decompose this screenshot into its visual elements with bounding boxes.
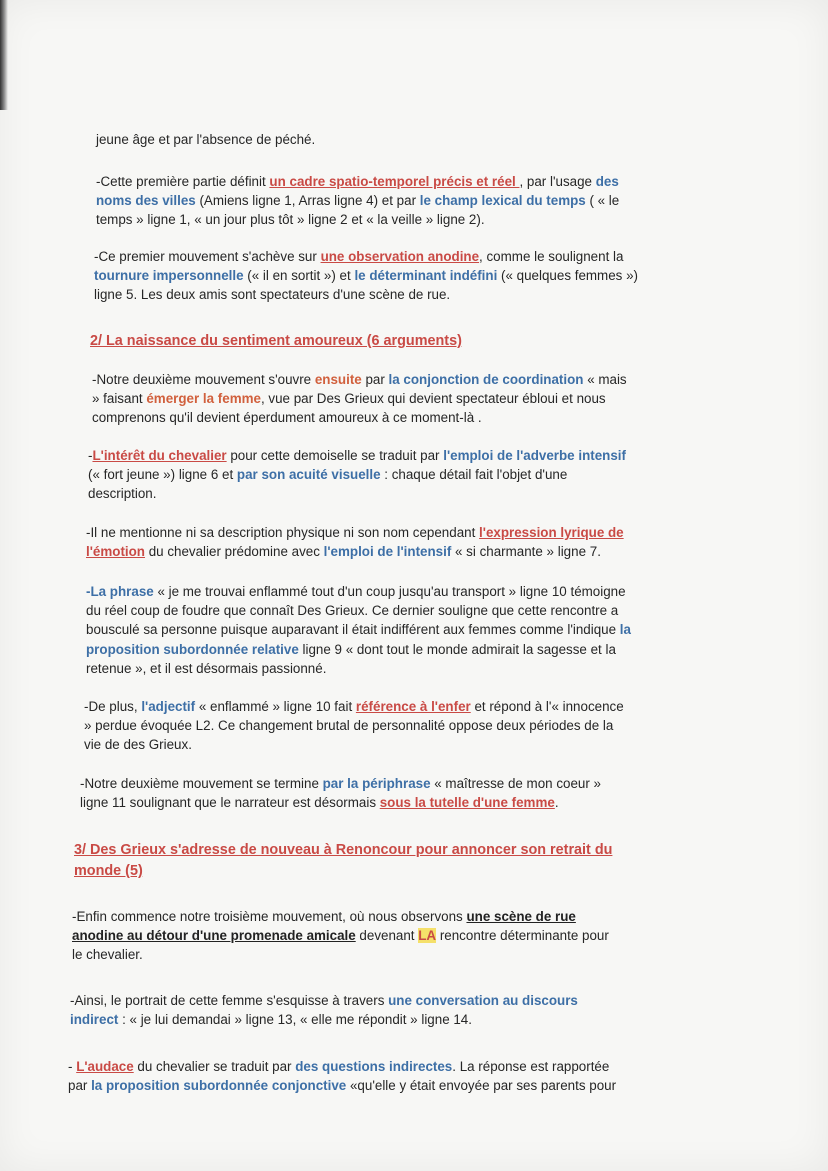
text-span: (Amiens ligne 1, Arras ligne 4) et par bbox=[195, 193, 420, 209]
paragraph-0 bbox=[96, 130, 315, 149]
text-span: jeune âge et par l'absence de péché. bbox=[96, 132, 316, 147]
text-span: « si charmante » ligne 7. bbox=[451, 544, 601, 560]
text-span: une scène de rue bbox=[466, 909, 576, 924]
text-span: ligne 6 et bbox=[175, 467, 237, 483]
text-span: la conjonction de coordination bbox=[388, 372, 584, 387]
text-line bbox=[68, 1076, 616, 1095]
paragraph-2 bbox=[94, 247, 638, 305]
text-line bbox=[94, 247, 638, 266]
text-span: -Ainsi, le portrait de cette femme s'esquisse à travers bbox=[70, 993, 389, 1008]
text-span: (« fort jeune ») bbox=[88, 467, 176, 483]
text-span: « enflammé » ligne 10 fait bbox=[195, 699, 356, 714]
text-span: -Notre deuxième mouvement se termine bbox=[80, 776, 323, 791]
text-span: sous la tutelle d'une femme bbox=[379, 795, 555, 811]
text-span: -La phrase bbox=[86, 584, 154, 599]
text-span: le déterminant indéfini bbox=[354, 268, 498, 284]
text-span: , comme le soulignent la bbox=[479, 249, 624, 264]
text-span: L'intérêt du chevalier bbox=[92, 448, 227, 463]
text-span: émerger la femme bbox=[146, 391, 261, 407]
paragraph-6 bbox=[86, 582, 631, 678]
text-span: «qu'elle y était envoyée par ses parents pour bbox=[346, 1078, 617, 1094]
text-line bbox=[86, 582, 631, 601]
text-span: référence à l'enfer bbox=[355, 699, 471, 714]
text-span: une conversation au discours bbox=[388, 993, 578, 1008]
text-line bbox=[96, 210, 619, 229]
text-span: par son acuité visuelle bbox=[236, 467, 381, 483]
text-span: -De plus, bbox=[84, 699, 142, 714]
text-line bbox=[84, 697, 624, 716]
text-span: l'emploi de l'intensif bbox=[323, 544, 452, 560]
text-span: , par l'usage bbox=[519, 174, 596, 189]
text-line bbox=[86, 542, 624, 561]
text-span: -Ce premier mouvement s'achève sur bbox=[94, 249, 321, 264]
text-span: par bbox=[361, 372, 389, 387]
text-span: une observation anodine bbox=[320, 249, 480, 264]
scan-edge bbox=[0, 0, 8, 110]
text-line bbox=[88, 484, 626, 503]
text-span: rencontre déterminante pour bbox=[436, 928, 609, 944]
text-span: -Notre deuxième mouvement s'ouvre bbox=[92, 372, 315, 387]
text-line bbox=[86, 659, 631, 678]
text-span: tournure impersonnelle bbox=[94, 268, 244, 284]
text-span: - bbox=[88, 448, 93, 463]
text-span: indirect bbox=[70, 1012, 119, 1028]
text-span: et répond à l'« innocence bbox=[470, 699, 624, 714]
text-span: » faisant bbox=[92, 391, 147, 407]
text-line bbox=[92, 408, 627, 427]
text-span: anodine au détour d'une promenade amicale bbox=[72, 928, 356, 944]
text-span: comprenons qu'il devient éperdument amoureux à ce moment-là . bbox=[92, 410, 482, 426]
text-line bbox=[84, 735, 624, 754]
paragraph-4 bbox=[88, 446, 626, 504]
text-span: du chevalier se traduit par bbox=[133, 1059, 296, 1074]
text-line bbox=[86, 601, 631, 620]
text-span: temps » ligne 1, « un jour plus tôt » ligne 2 et « la veille » ligne 2). bbox=[96, 212, 485, 228]
text-line bbox=[68, 1057, 616, 1076]
text-span: un cadre spatio-temporel précis et réel bbox=[269, 174, 520, 189]
text-span: ligne 5. Les deux amis sont spectateurs d'une scène de rue. bbox=[94, 287, 451, 303]
text-span: 3/ Des Grieux s'adresse de nouveau à Renoncour pour annoncer son retrait du bbox=[74, 842, 613, 858]
text-line bbox=[94, 285, 638, 304]
text-span: des bbox=[595, 174, 619, 189]
text-line bbox=[84, 716, 624, 735]
paragraph-3 bbox=[92, 370, 627, 428]
highlight-la: LA bbox=[418, 928, 437, 944]
text-span: -Enfin commence notre troisième mouvement, où nous observons bbox=[72, 909, 467, 924]
text-span: -Il ne mentionne ni sa description physique ni son nom cependant bbox=[86, 525, 480, 540]
text-span: : chaque détail fait l'objet d'une bbox=[380, 467, 568, 483]
text-span: ensuite bbox=[314, 372, 362, 387]
text-span: vie de des Grieux. bbox=[84, 737, 192, 753]
text-span: « je me trouvai enflammé tout d'un coup jusqu'au transport » ligne 10 témoigne bbox=[153, 584, 626, 599]
text-span: ligne 11 soulignant que le narrateur est désormais bbox=[80, 795, 380, 811]
text-span: » perdue évoquée L2. Ce changement brutal de personnalité oppose deux périodes de la bbox=[84, 718, 614, 734]
text-span: . La réponse est rapportée bbox=[452, 1059, 610, 1074]
text-span: par la périphrase bbox=[322, 776, 431, 791]
text-span: l'emploi de l'adverbe intensif bbox=[443, 448, 626, 463]
text-line bbox=[80, 774, 601, 793]
text-span: -Cette première partie définit bbox=[96, 174, 270, 189]
text-line bbox=[96, 172, 619, 191]
section-heading-2: 2/ La naissance du sentiment amoureux (6 arguments) bbox=[90, 333, 462, 349]
paragraph-9 bbox=[72, 907, 609, 965]
text-span: (« il en sortit ») et bbox=[243, 268, 355, 284]
paragraph-5 bbox=[86, 523, 624, 561]
text-line bbox=[92, 389, 627, 408]
text-line bbox=[70, 991, 578, 1010]
text-span: ligne 9 « dont tout le monde admirait la sagesse et la bbox=[298, 641, 616, 657]
text-span: l'émotion bbox=[86, 544, 145, 560]
text-line bbox=[88, 446, 626, 465]
text-span: : « je lui demandai » ligne 13, « elle me répondit » ligne 14. bbox=[118, 1012, 472, 1028]
text-span: du réel coup de foudre que connaît Des Grieux. Ce dernier souligne que cette rencontre a bbox=[86, 603, 619, 619]
text-line bbox=[92, 370, 627, 389]
text-span: « maîtresse de mon coeur » bbox=[430, 776, 601, 791]
paragraph-1 bbox=[96, 172, 619, 230]
text-line bbox=[96, 191, 619, 210]
text-span: du chevalier prédomine avec bbox=[144, 544, 324, 560]
text-line bbox=[86, 640, 631, 659]
text-line bbox=[70, 1010, 578, 1029]
text-span: pour cette demoiselle se traduit par bbox=[226, 448, 444, 463]
text-line bbox=[88, 465, 626, 484]
text-line bbox=[72, 907, 609, 926]
section-heading-3 bbox=[74, 840, 612, 882]
text-span: description. bbox=[88, 486, 157, 502]
text-line bbox=[72, 945, 609, 964]
text-span: bousculé sa personne puisque auparavant il était indifférent aux femmes comme l'indique bbox=[86, 622, 620, 638]
paragraph-10 bbox=[70, 991, 578, 1029]
text-span: la bbox=[619, 622, 631, 638]
text-span: l'adjectif bbox=[141, 699, 196, 714]
paragraph-7 bbox=[84, 697, 624, 755]
text-line bbox=[80, 793, 601, 812]
text-line bbox=[72, 926, 609, 945]
text-span: l'expression lyrique de bbox=[479, 525, 624, 540]
text-span: le chevalier. bbox=[72, 947, 143, 963]
text-span: ( « le bbox=[585, 193, 620, 209]
paragraph-8 bbox=[80, 774, 601, 812]
text-span: des questions indirectes bbox=[295, 1059, 453, 1074]
text-line bbox=[94, 266, 638, 285]
text-line bbox=[86, 620, 631, 639]
text-span: (« quelques femmes ») bbox=[497, 268, 638, 284]
text-line bbox=[86, 523, 624, 542]
text-span: - bbox=[68, 1059, 77, 1074]
text-span: retenue », et il est désormais passionné. bbox=[86, 660, 327, 676]
text-span: le champ lexical du temps bbox=[419, 193, 586, 209]
text-span: monde (5) bbox=[74, 863, 143, 879]
text-span: devenant bbox=[355, 928, 419, 944]
text-span: « mais bbox=[583, 372, 627, 387]
text-span: proposition subordonnée relative bbox=[86, 641, 299, 657]
paragraph-11 bbox=[68, 1057, 616, 1095]
text-span: L'audace bbox=[76, 1059, 134, 1074]
text-span: noms des villes bbox=[96, 193, 196, 209]
text-span: la proposition subordonnée conjonctive bbox=[91, 1078, 347, 1094]
text-span: par bbox=[68, 1078, 92, 1094]
text-span: . bbox=[554, 795, 559, 811]
text-span: , vue par Des Grieux qui devient spectateur ébloui et nous bbox=[260, 391, 606, 407]
